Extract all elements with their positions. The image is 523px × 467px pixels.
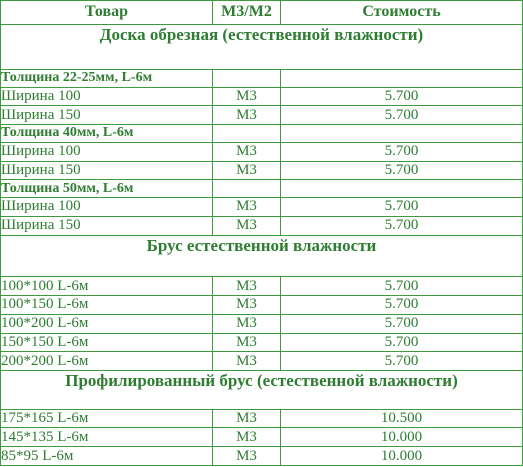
section-title: Профилированный брус (естественной влажности): [1, 371, 523, 410]
thickness-label: Толщина 22-25мм, L-6м: [1, 69, 213, 87]
price-cell: 10.500: [281, 409, 523, 428]
section-row: [1, 24, 523, 69]
product-name: Ширина 100: [1, 87, 213, 106]
price-cell: 5.700: [281, 106, 523, 125]
product-name: Ширина 150: [1, 106, 213, 125]
product-name: 145*135 L-6м: [1, 428, 213, 447]
unit-cell: М3: [213, 409, 281, 428]
unit-cell: М3: [213, 447, 281, 466]
product-name: 100*200 L-6м: [1, 314, 213, 333]
thickness-label: Толщина 40мм, L-6м: [1, 125, 213, 143]
product-name: Ширина 150: [1, 216, 213, 235]
price-cell: 10.000: [281, 428, 523, 447]
table-row: [1, 216, 523, 235]
header-row: [1, 1, 523, 25]
price-cell: 5.700: [281, 352, 523, 371]
unit-cell: М3: [213, 106, 281, 125]
unit-cell: М3: [213, 198, 281, 217]
table-row: [1, 142, 523, 161]
thickness-row: [1, 180, 523, 198]
unit-cell: М3: [213, 296, 281, 315]
section-title: Доска обрезная (естественной влажности): [1, 24, 523, 69]
unit-cell: М3: [213, 87, 281, 106]
header-product: Товар: [1, 1, 213, 25]
table-row: [1, 447, 523, 466]
table-row: [1, 277, 523, 296]
price-cell: 5.700: [281, 87, 523, 106]
section-title: Брус естественной влажности: [1, 235, 523, 277]
unit-cell: М3: [213, 314, 281, 333]
price-cell: 5.700: [281, 142, 523, 161]
price-cell: 5.700: [281, 314, 523, 333]
table-row: [1, 352, 523, 371]
unit-cell: М3: [213, 216, 281, 235]
unit-cell: М3: [213, 428, 281, 447]
price-cell: 5.700: [281, 216, 523, 235]
unit-cell: М3: [213, 142, 281, 161]
unit-cell: М3: [213, 333, 281, 352]
table-row: [1, 314, 523, 333]
table-row: [1, 333, 523, 352]
price-cell: 5.700: [281, 198, 523, 217]
product-name: 150*150 L-6м: [1, 333, 213, 352]
header-price: Стоимость: [281, 1, 523, 25]
product-name: 100*150 L-6м: [1, 296, 213, 315]
table-row: [1, 106, 523, 125]
thickness-row: [1, 125, 523, 143]
product-name: 85*95 L-6м: [1, 447, 213, 466]
section-row: [1, 371, 523, 410]
table-row: [1, 161, 523, 180]
thickness-row: [1, 69, 523, 87]
price-cell: 5.700: [281, 296, 523, 315]
price-cell: 5.700: [281, 277, 523, 296]
product-name: Ширина 150: [1, 161, 213, 180]
product-name: Ширина 100: [1, 198, 213, 217]
product-name: 200*200 L-6м: [1, 352, 213, 371]
product-name: Ширина 100: [1, 142, 213, 161]
unit-cell: М3: [213, 352, 281, 371]
table-row: [1, 296, 523, 315]
product-name: 100*100 L-6м: [1, 277, 213, 296]
table-row: [1, 198, 523, 217]
unit-cell: М3: [213, 161, 281, 180]
unit-cell: М3: [213, 277, 281, 296]
price-cell: 5.700: [281, 161, 523, 180]
table-row: [1, 87, 523, 106]
price-cell: 5.700: [281, 333, 523, 352]
thickness-label: Толщина 50мм, L-6м: [1, 180, 213, 198]
table-row: [1, 409, 523, 428]
section-row: [1, 235, 523, 277]
product-name: 175*165 L-6м: [1, 409, 213, 428]
price-cell: 10.000: [281, 447, 523, 466]
table-row: [1, 428, 523, 447]
header-unit: М3/М2: [213, 1, 281, 25]
